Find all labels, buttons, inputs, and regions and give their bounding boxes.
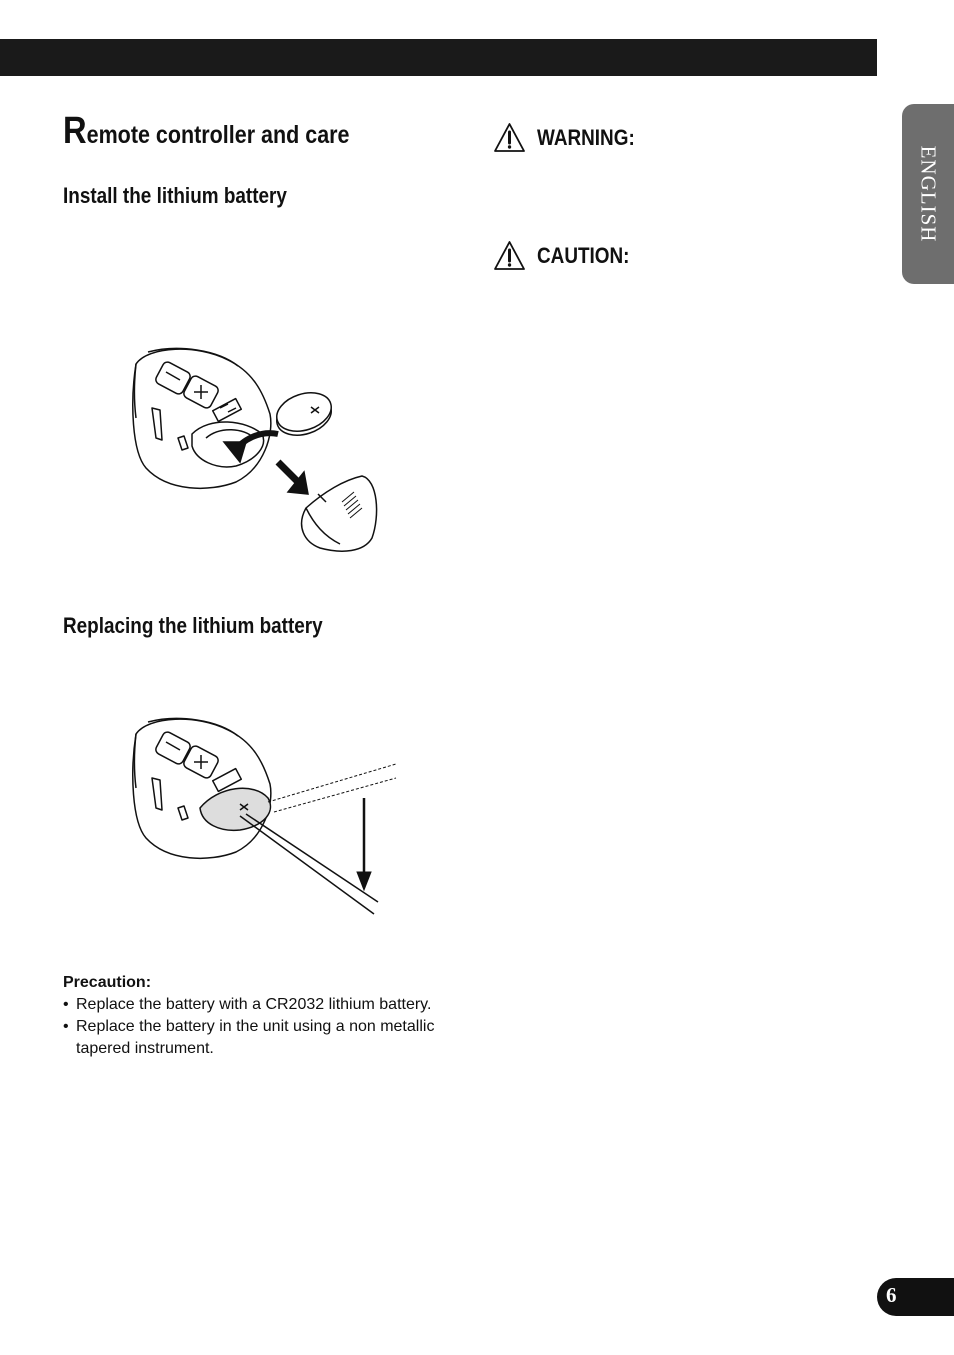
precaution-block (63, 972, 463, 1060)
warning-label: WARNING: (537, 124, 635, 150)
section-title-initial: R (63, 110, 87, 152)
replace-battery-illustration (128, 712, 398, 920)
caution-notice (493, 240, 645, 271)
warning-icon (493, 122, 526, 153)
page-number-tab (877, 1278, 954, 1316)
list-item: • Replace the battery in the unit using a non metallic tapered instrument. (63, 1016, 463, 1060)
section-title (63, 110, 349, 153)
language-tab-label: ENGLISH (916, 145, 941, 243)
replace-battery-heading: Replacing the lithium battery (63, 613, 323, 638)
section-title-rest: emote controller and care (86, 121, 350, 149)
install-battery-illustration (128, 342, 386, 558)
list-item: • Replace the battery with a CR2032 lithium battery. (63, 994, 463, 1016)
warning-notice (493, 122, 651, 153)
language-tab (902, 104, 954, 284)
caution-label: CAUTION: (537, 242, 630, 268)
precaution-title: Precaution: (63, 974, 152, 991)
page-number: 6 (886, 1283, 897, 1307)
precaution-list (63, 994, 463, 1060)
caution-icon (493, 240, 526, 271)
header-bar (0, 39, 877, 76)
install-battery-heading: Install the lithium battery (63, 183, 287, 208)
